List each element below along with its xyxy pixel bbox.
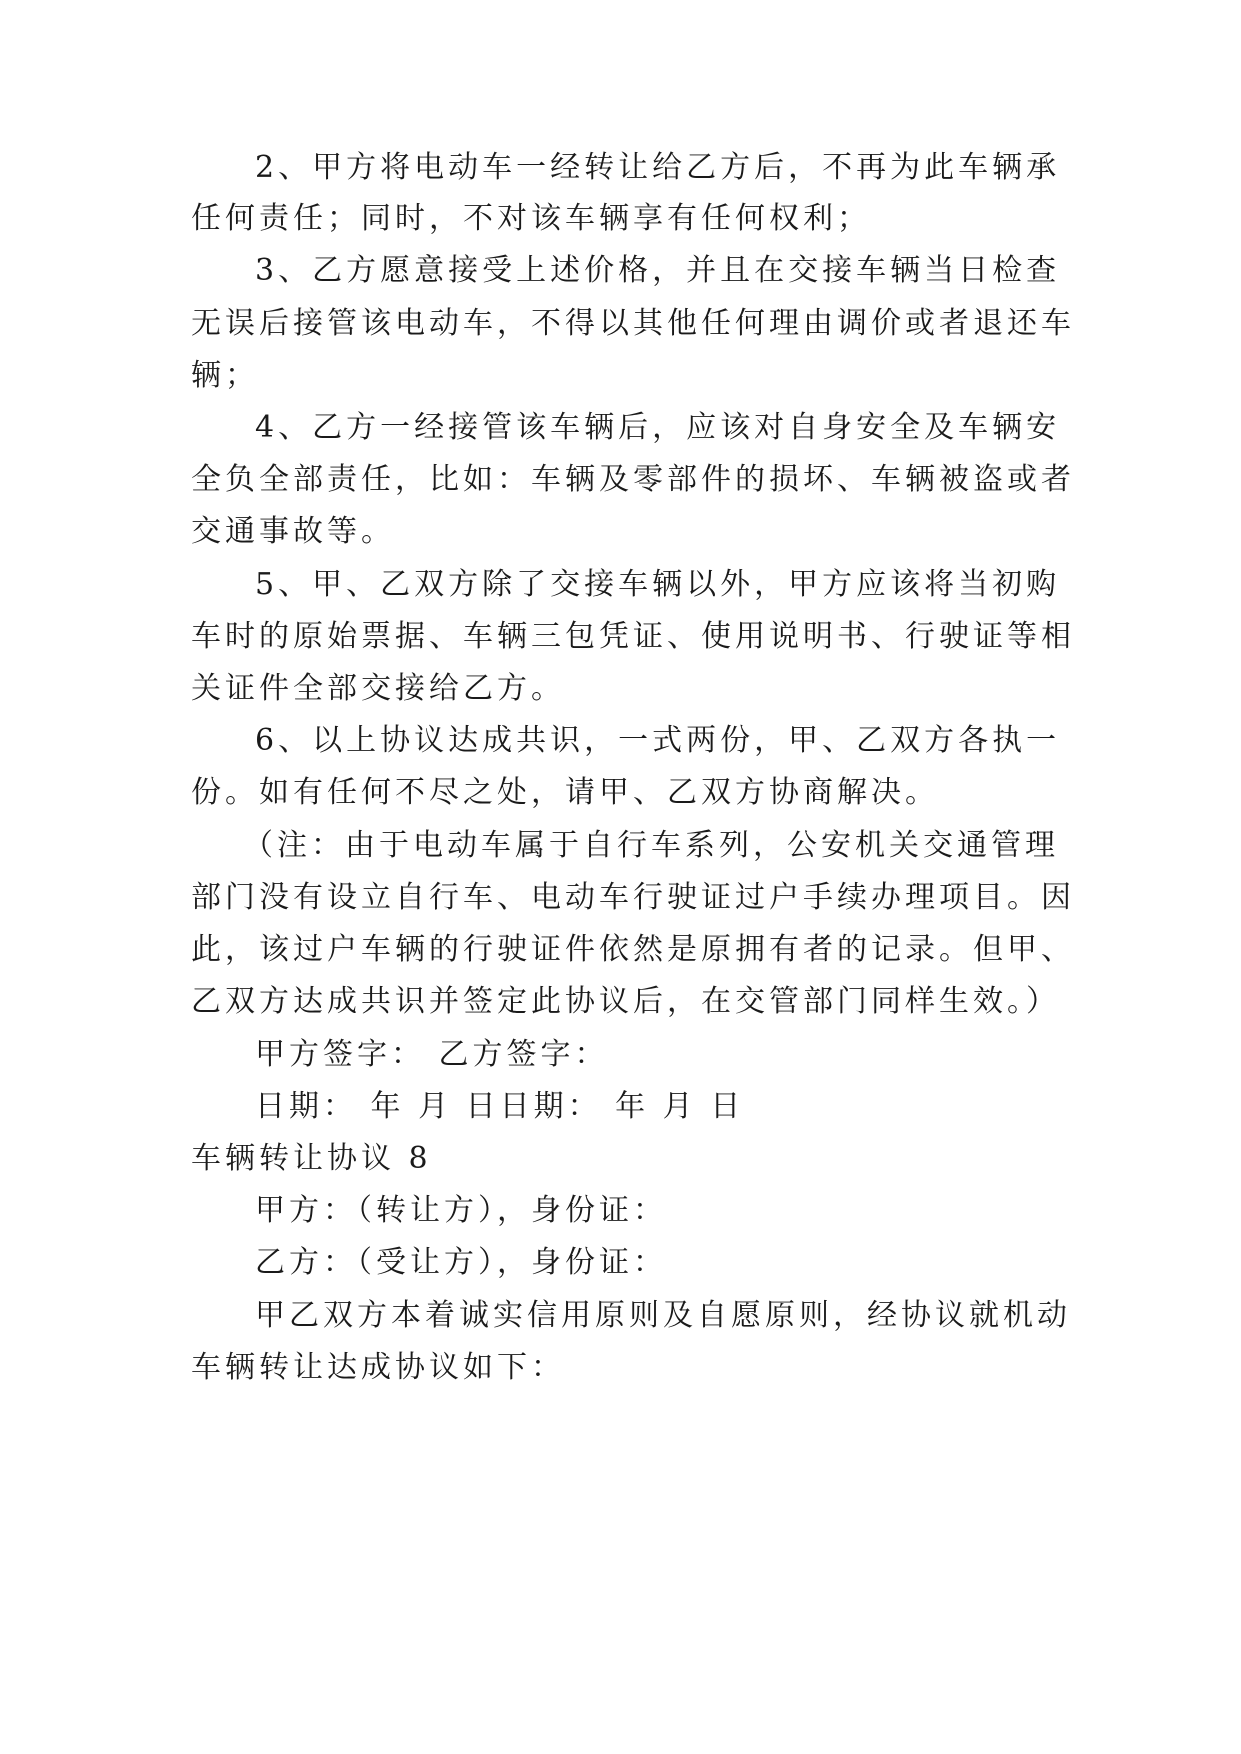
- party-b-line: 乙方：（受让方），身份证：: [255, 1245, 667, 1280]
- clause-5-line-1: 5、甲、乙双方除了交接车辆以外，甲方应该将当初购: [255, 567, 1061, 602]
- clause-6-line-1: 6、以上协议达成共识，一式两份，甲、乙双方各执一: [255, 723, 1061, 758]
- note-line-2: 部门没有设立自行车、电动车行驶证过户手续办理项目。因: [191, 880, 1075, 915]
- date-line: 日期： 年 月 日日期： 年 月 日: [255, 1089, 745, 1124]
- clause-5-line-2: 车时的原始票据、车辆三包凭证、使用说明书、行驶证等相: [191, 619, 1075, 654]
- note-line-1: （注：由于电动车属于自行车系列，公安机关交通管理: [243, 828, 1059, 863]
- clause-3-line-3: 辆；: [191, 358, 259, 393]
- party-a-line: 甲方：（转让方），身份证：: [255, 1193, 667, 1228]
- clause-6-line-2: 份。如有任何不尽之处，请甲、乙双方协商解决。: [191, 775, 939, 810]
- signature-line: 甲方签字： 乙方签字：: [255, 1037, 609, 1072]
- clause-2-line-1: 2、甲方将电动车一经转让给乙方后，不再为此车辆承: [255, 150, 1061, 185]
- note-line-4: 乙双方达成共识并签定此协议后，在交管部门同样生效。）: [191, 984, 1060, 1019]
- section-title: 车辆转让协议 8: [191, 1141, 432, 1176]
- agreement-intro-line-1: 甲乙双方本着诚实信用原则及自愿原则，经协议就机动: [255, 1298, 1071, 1333]
- agreement-intro-line-2: 车辆转让达成协议如下：: [191, 1350, 565, 1385]
- clause-4-line-1: 4、乙方一经接管该车辆后，应该对自身安全及车辆安: [255, 410, 1061, 445]
- clause-3-line-1: 3、乙方愿意接受上述价格，并且在交接车辆当日检查: [255, 253, 1061, 288]
- clause-4-line-3: 交通事故等。: [191, 514, 395, 549]
- clause-2-line-2: 任何责任；同时，不对该车辆享有任何权利；: [191, 201, 871, 236]
- note-line-3: 此，该过户车辆的行驶证件依然是原拥有者的记录。但甲、: [191, 932, 1075, 967]
- clause-5-line-3: 关证件全部交接给乙方。: [191, 671, 565, 706]
- clause-4-line-2: 全负全部责任，比如：车辆及零部件的损坏、车辆被盗或者: [191, 462, 1075, 497]
- clause-3-line-2: 无误后接管该电动车，不得以其他任何理由调价或者退还车: [191, 306, 1075, 341]
